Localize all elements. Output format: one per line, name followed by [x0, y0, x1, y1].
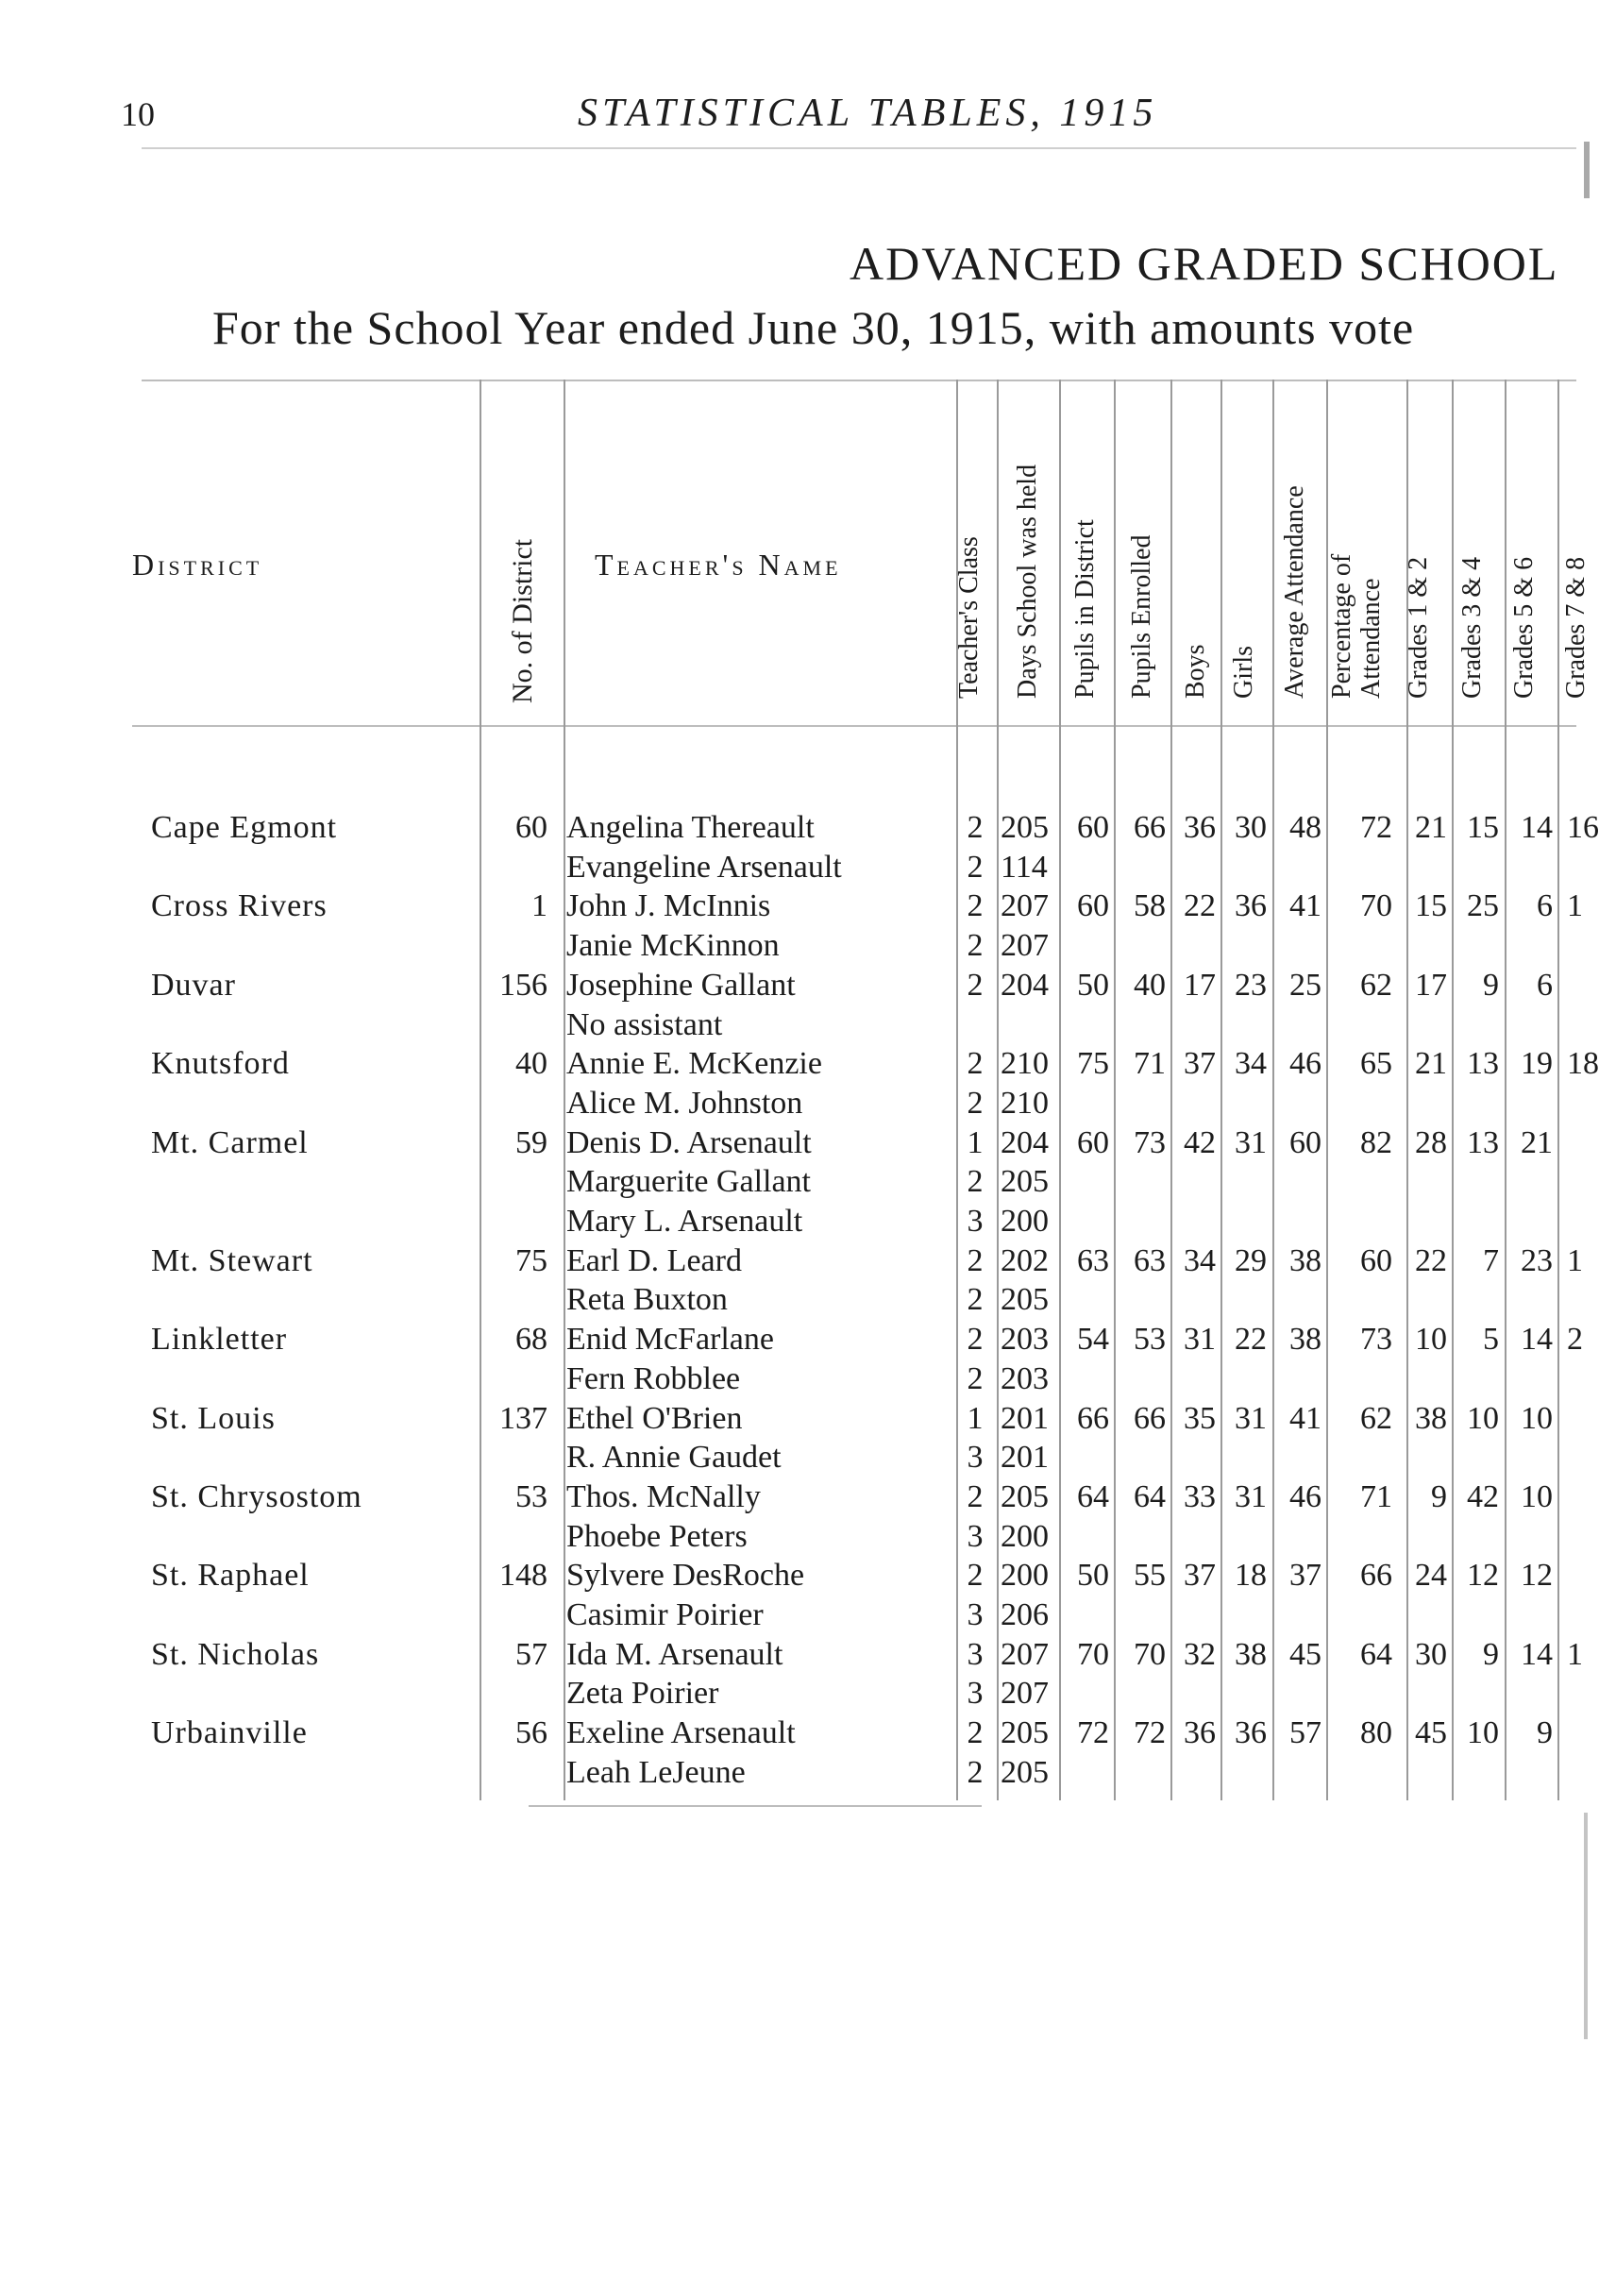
- teacher-class: 2: [967, 849, 984, 885]
- teachers-class-column-header: Teacher's Class: [954, 536, 984, 699]
- boys-count: 17: [1184, 967, 1216, 1003]
- pupils-enrolled: 63: [1134, 1242, 1166, 1278]
- teacher-class: 2: [967, 928, 984, 964]
- average-attendance: 25: [1289, 967, 1321, 1003]
- grades-5-6-count: 10: [1521, 1400, 1553, 1436]
- table-subtitle: For the School Year ended June 30, 1915, with amounts vote: [212, 301, 1415, 354]
- pupils-in-district: 54: [1077, 1322, 1109, 1358]
- column-rule: [1557, 380, 1559, 1800]
- grades-5-6-count: 10: [1521, 1478, 1553, 1514]
- district-number: 68: [515, 1322, 547, 1358]
- pupils-enrolled: 72: [1134, 1715, 1166, 1751]
- grades-5-6-count: 6: [1537, 888, 1553, 924]
- teacher-name: Ida M. Arsenault: [566, 1636, 783, 1672]
- teacher-name: Mary L. Arsenault: [566, 1204, 803, 1239]
- pupils-enrolled: 66: [1134, 810, 1166, 845]
- pupils-in-district-column-header: Pupils in District: [1070, 519, 1100, 699]
- boys-count: 32: [1184, 1636, 1216, 1672]
- days-held: 203: [1001, 1322, 1049, 1358]
- teacher-class: 2: [967, 1046, 984, 1082]
- teacher-class: 2: [967, 1478, 984, 1514]
- boys-count: 37: [1184, 1046, 1216, 1082]
- pupils-enrolled: 64: [1134, 1478, 1166, 1514]
- grades-5-6-count: 14: [1521, 1636, 1553, 1672]
- header-top-rule: [142, 380, 1576, 381]
- girls-count: 29: [1235, 1242, 1267, 1278]
- district-number: 40: [515, 1046, 547, 1082]
- teacher-name: Enid McFarlane: [566, 1322, 774, 1358]
- average-attendance: 57: [1289, 1715, 1321, 1751]
- percentage-attendance-column-header: [1328, 554, 1387, 699]
- no-of-district-column-header: No. of District: [507, 538, 538, 703]
- teacher-class: 3: [967, 1440, 984, 1476]
- grades-1-2-count: 21: [1415, 810, 1447, 845]
- district-name: Urbainville: [151, 1715, 308, 1751]
- table-bottom-rule: [529, 1805, 982, 1807]
- average-attendance: 45: [1289, 1636, 1321, 1672]
- teacher-class: 2: [967, 1242, 984, 1278]
- pupils-in-district: 75: [1077, 1046, 1109, 1082]
- district-number: 60: [515, 810, 547, 845]
- pupils-in-district: 64: [1077, 1478, 1109, 1514]
- grades-7-8-count: 2: [1567, 1322, 1583, 1358]
- district-name: Duvar: [151, 967, 236, 1003]
- average-attendance: 60: [1289, 1124, 1321, 1160]
- girls-column-header: Girls: [1229, 646, 1258, 699]
- teacher-column-header: Teacher's Name: [595, 548, 842, 582]
- average-attendance: 48: [1289, 810, 1321, 845]
- days-held: 205: [1001, 810, 1049, 845]
- district-name: Cross Rivers: [151, 888, 328, 924]
- grades-5-6-count: 21: [1521, 1124, 1553, 1160]
- column-rule: [564, 380, 565, 1800]
- teacher-class: 2: [967, 888, 984, 924]
- girls-count: 31: [1235, 1478, 1267, 1514]
- girls-count: 36: [1235, 1715, 1267, 1751]
- grades-1-2-count: 10: [1415, 1322, 1447, 1358]
- grades-1-2-column-header: Grades 1 & 2: [1404, 556, 1433, 699]
- boys-count: 42: [1184, 1124, 1216, 1160]
- pupils-enrolled: 58: [1134, 888, 1166, 924]
- district-number: 148: [499, 1558, 547, 1594]
- grades-1-2-count: 24: [1415, 1558, 1447, 1594]
- days-held: 210: [1001, 1085, 1049, 1121]
- grades-3-4-count: 15: [1467, 810, 1499, 845]
- days-held: 205: [1001, 1715, 1049, 1751]
- average-attendance: 41: [1289, 888, 1321, 924]
- girls-count: 18: [1235, 1558, 1267, 1594]
- district-number: 59: [515, 1124, 547, 1160]
- teacher-class: 2: [967, 967, 984, 1003]
- district-name: Linkletter: [151, 1322, 288, 1358]
- days-held: 200: [1001, 1204, 1049, 1239]
- pupils-in-district: 72: [1077, 1715, 1109, 1751]
- percentage-attendance: 62: [1360, 967, 1392, 1003]
- district-number: 75: [515, 1242, 547, 1278]
- percentage-attendance: 80: [1360, 1715, 1392, 1751]
- teacher-name: Exeline Arsenault: [566, 1715, 796, 1751]
- pupils-in-district: 70: [1077, 1636, 1109, 1672]
- percentage-attendance: 70: [1360, 888, 1392, 924]
- days-held: 114: [1001, 849, 1048, 885]
- grades-5-6-count: 23: [1521, 1242, 1553, 1278]
- boys-count: 22: [1184, 888, 1216, 924]
- boys-count: 36: [1184, 810, 1216, 845]
- teacher-name: Fern Robblee: [566, 1360, 741, 1396]
- percentage-label-line2: Attendance: [1355, 578, 1386, 699]
- grades-3-4-count: 9: [1483, 967, 1499, 1003]
- district-name: St. Louis: [151, 1400, 276, 1436]
- pupils-enrolled: 40: [1134, 967, 1166, 1003]
- teacher-name: R. Annie Gaudet: [566, 1440, 782, 1476]
- district-name: St. Raphael: [151, 1558, 310, 1594]
- pupils-enrolled: 70: [1134, 1636, 1166, 1672]
- grades-3-4-count: 12: [1467, 1558, 1499, 1594]
- grades-3-4-count: 9: [1483, 1636, 1499, 1672]
- pupils-in-district: 60: [1077, 888, 1109, 924]
- teacher-name: Marguerite Gallant: [566, 1164, 812, 1200]
- teacher-class: 3: [967, 1636, 984, 1672]
- district-number: 156: [499, 967, 547, 1003]
- days-held: 207: [1001, 928, 1049, 964]
- boys-column-header: Boys: [1181, 644, 1210, 699]
- grades-7-8-column-header: Grades 7 & 8: [1561, 556, 1591, 699]
- grades-3-4-count: 42: [1467, 1478, 1499, 1514]
- days-held: 201: [1001, 1400, 1049, 1436]
- days-held: 205: [1001, 1282, 1049, 1318]
- days-held: 203: [1001, 1360, 1049, 1396]
- teacher-class: 2: [967, 1322, 984, 1358]
- teacher-class: 3: [967, 1597, 984, 1632]
- teacher-class: 2: [967, 1282, 984, 1318]
- teacher-name: Sylvere DesRoche: [566, 1558, 805, 1594]
- boys-count: 35: [1184, 1400, 1216, 1436]
- teacher-class: 2: [967, 1715, 984, 1751]
- district-number: 56: [515, 1715, 547, 1751]
- teacher-class: 2: [967, 1754, 984, 1790]
- district-name: Cape Egmont: [151, 810, 338, 845]
- days-held: 205: [1001, 1754, 1049, 1790]
- district-name: Knutsford: [151, 1046, 290, 1082]
- girls-count: 22: [1235, 1322, 1267, 1358]
- teacher-name: No assistant: [566, 1006, 723, 1042]
- grades-5-6-count: 12: [1521, 1558, 1553, 1594]
- district-number: 57: [515, 1636, 547, 1672]
- boys-count: 33: [1184, 1478, 1216, 1514]
- grades-7-8-count: 1: [1567, 888, 1583, 924]
- header-rule: [142, 147, 1576, 149]
- percentage-attendance: 62: [1360, 1400, 1392, 1436]
- days-held: 205: [1001, 1164, 1049, 1200]
- average-attendance: 38: [1289, 1242, 1321, 1278]
- girls-count: 38: [1235, 1636, 1267, 1672]
- pupils-enrolled: 53: [1134, 1322, 1166, 1358]
- grades-5-6-count: 9: [1537, 1715, 1553, 1751]
- teacher-name: Leah LeJeune: [566, 1754, 746, 1790]
- pupils-enrolled-column-header: Pupils Enrolled: [1127, 534, 1156, 699]
- grades-5-6-count: 14: [1521, 810, 1553, 845]
- pupils-enrolled: 73: [1134, 1124, 1166, 1160]
- teacher-name: Ethel O'Brien: [566, 1400, 743, 1436]
- teacher-name: Evangeline Arsenault: [566, 849, 842, 885]
- days-held: 200: [1001, 1518, 1049, 1554]
- average-attendance: 46: [1289, 1478, 1321, 1514]
- grades-3-4-count: 7: [1483, 1242, 1499, 1278]
- days-held: 206: [1001, 1597, 1049, 1632]
- teacher-name: Earl D. Leard: [566, 1242, 742, 1278]
- grades-1-2-count: 30: [1415, 1636, 1447, 1672]
- district-name: Mt. Stewart: [151, 1242, 313, 1278]
- percentage-attendance: 73: [1360, 1322, 1392, 1358]
- district-number: 53: [515, 1478, 547, 1514]
- days-held: 207: [1001, 1676, 1049, 1712]
- average-attendance: 37: [1289, 1558, 1321, 1594]
- grades-5-6-count: 14: [1521, 1322, 1553, 1358]
- average-attendance: 38: [1289, 1322, 1321, 1358]
- teacher-class: 2: [967, 1164, 984, 1200]
- district-column-header: District: [132, 548, 263, 582]
- grades-7-8-count: 1: [1567, 1636, 1583, 1672]
- teacher-class: 2: [967, 1360, 984, 1396]
- grades-3-4-count: 10: [1467, 1715, 1499, 1751]
- teacher-name: Josephine Gallant: [566, 967, 796, 1003]
- pupils-in-district: 50: [1077, 1558, 1109, 1594]
- percentage-attendance: 66: [1360, 1558, 1392, 1594]
- grades-1-2-count: 17: [1415, 967, 1447, 1003]
- district-name: St. Nicholas: [151, 1636, 320, 1672]
- boys-count: 36: [1184, 1715, 1216, 1751]
- district-number: 137: [499, 1400, 547, 1436]
- days-held: 200: [1001, 1558, 1049, 1594]
- table-title: ADVANCED GRADED SCHOOL: [850, 237, 1559, 290]
- district-number: 1: [531, 888, 547, 924]
- grades-1-2-count: 28: [1415, 1124, 1447, 1160]
- teacher-name: Thos. McNally: [566, 1478, 761, 1514]
- teacher-name: Phoebe Peters: [566, 1518, 748, 1554]
- boys-count: 34: [1184, 1242, 1216, 1278]
- girls-count: 31: [1235, 1124, 1267, 1160]
- days-held: 207: [1001, 1636, 1049, 1672]
- teacher-class: 3: [967, 1676, 984, 1712]
- teacher-name: Reta Buxton: [566, 1282, 728, 1318]
- girls-count: 34: [1235, 1046, 1267, 1082]
- grades-1-2-count: 21: [1415, 1046, 1447, 1082]
- teacher-name: Alice M. Johnston: [566, 1085, 803, 1121]
- grades-5-6-column-header: Grades 5 & 6: [1509, 556, 1539, 699]
- grades-3-4-count: 25: [1467, 888, 1499, 924]
- average-attendance: 41: [1289, 1400, 1321, 1436]
- grades-1-2-count: 15: [1415, 888, 1447, 924]
- pupils-in-district: 66: [1077, 1400, 1109, 1436]
- average-attendance-column-header: Average Attendance: [1280, 485, 1309, 699]
- grades-1-2-count: 45: [1415, 1715, 1447, 1751]
- days-held: 205: [1001, 1478, 1049, 1514]
- district-name: St. Chrysostom: [151, 1478, 362, 1514]
- percentage-attendance: 65: [1360, 1046, 1392, 1082]
- scan-edge-mark: [1584, 1813, 1588, 2039]
- teacher-class: 1: [967, 1124, 984, 1160]
- boys-count: 31: [1184, 1322, 1216, 1358]
- teacher-class: 2: [967, 1558, 984, 1594]
- percentage-attendance: 71: [1360, 1478, 1392, 1514]
- pupils-in-district: 60: [1077, 810, 1109, 845]
- teacher-class: 2: [967, 1085, 984, 1121]
- grades-7-8-count: 16: [1567, 810, 1599, 845]
- grades-1-2-count: 38: [1415, 1400, 1447, 1436]
- girls-count: 36: [1235, 888, 1267, 924]
- pupils-in-district: 63: [1077, 1242, 1109, 1278]
- teacher-class: 3: [967, 1518, 984, 1554]
- pupils-enrolled: 71: [1134, 1046, 1166, 1082]
- percentage-attendance: 60: [1360, 1242, 1392, 1278]
- average-attendance: 46: [1289, 1046, 1321, 1082]
- grades-7-8-count: 18: [1567, 1046, 1599, 1082]
- days-held: 204: [1001, 1124, 1049, 1160]
- girls-count: 31: [1235, 1400, 1267, 1436]
- teacher-name: Annie E. McKenzie: [566, 1046, 822, 1082]
- scan-edge-mark: [1584, 142, 1590, 198]
- girls-count: 30: [1235, 810, 1267, 845]
- percentage-label-line1: Percentage of: [1327, 553, 1356, 699]
- girls-count: 23: [1235, 967, 1267, 1003]
- grades-3-4-count: 10: [1467, 1400, 1499, 1436]
- header-bottom-rule: [132, 725, 1576, 727]
- teacher-name: Zeta Poirier: [566, 1676, 719, 1712]
- boys-count: 37: [1184, 1558, 1216, 1594]
- teacher-class: 1: [967, 1400, 984, 1436]
- grades-3-4-count: 13: [1467, 1124, 1499, 1160]
- days-held: 207: [1001, 888, 1049, 924]
- grades-7-8-count: 1: [1567, 1242, 1583, 1278]
- teacher-name: John J. McInnis: [566, 888, 771, 924]
- grades-5-6-count: 19: [1521, 1046, 1553, 1082]
- grades-3-4-count: 5: [1483, 1322, 1499, 1358]
- teacher-name: Janie McKinnon: [566, 928, 780, 964]
- days-held: 210: [1001, 1046, 1049, 1082]
- percentage-attendance: 72: [1360, 810, 1392, 845]
- teacher-name: Denis D. Arsenault: [566, 1124, 812, 1160]
- district-name: Mt. Carmel: [151, 1124, 309, 1160]
- pupils-enrolled: 55: [1134, 1558, 1166, 1594]
- percentage-attendance: 64: [1360, 1636, 1392, 1672]
- running-title: STATISTICAL TABLES, 1915: [578, 92, 1158, 135]
- teacher-name: Angelina Thereault: [566, 810, 815, 845]
- days-held: 201: [1001, 1440, 1049, 1476]
- days-held: 204: [1001, 967, 1049, 1003]
- pupils-in-district: 50: [1077, 967, 1109, 1003]
- teacher-name: Casimir Poirier: [566, 1597, 764, 1632]
- grades-3-4-count: 13: [1467, 1046, 1499, 1082]
- page-number: 10: [121, 95, 155, 133]
- grades-3-4-column-header: Grades 3 & 4: [1457, 556, 1487, 699]
- pupils-enrolled: 66: [1134, 1400, 1166, 1436]
- grades-1-2-count: 9: [1431, 1478, 1447, 1514]
- days-held-column-header: Days School was held: [1013, 464, 1042, 699]
- percentage-attendance: 82: [1360, 1124, 1392, 1160]
- teacher-class: 3: [967, 1204, 984, 1239]
- pupils-in-district: 60: [1077, 1124, 1109, 1160]
- teacher-class: 2: [967, 810, 984, 845]
- grades-1-2-count: 22: [1415, 1242, 1447, 1278]
- grades-5-6-count: 6: [1537, 967, 1553, 1003]
- days-held: 202: [1001, 1242, 1049, 1278]
